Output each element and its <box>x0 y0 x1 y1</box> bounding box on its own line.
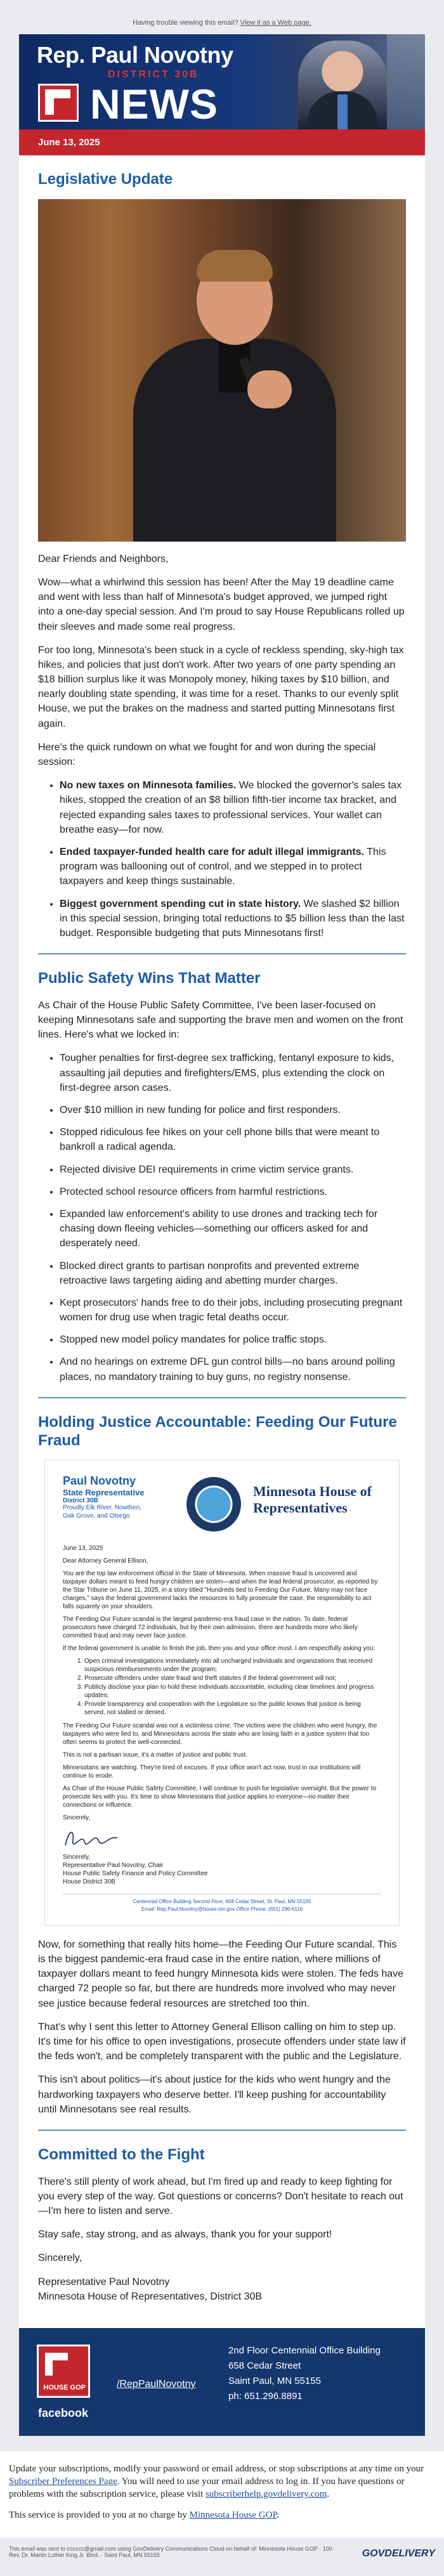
address-line: Saint Paul, MN 55155 <box>228 2375 321 2386</box>
list-item: • Ended taxpayer-funded health care for adult illegal immigrants. This program was ballooning out of control, and we stepped in to protect taxpayers and keep things sustainable. <box>60 845 406 889</box>
service-text: This service is provided to you at no charge by Minnesota House GOP. <box>9 2509 279 2520</box>
letter-district: District 30B <box>63 1497 98 1505</box>
office-address <box>228 2343 381 2404</box>
letter-role: State Representative <box>63 1488 145 1498</box>
capitol-dome-image <box>387 34 425 129</box>
letter-ask: 1. Open criminal investigations immediately into all uncharged individuals and organizations that received suspicious reimbursements under the program; <box>84 1657 381 1674</box>
speaking-photo <box>38 199 406 542</box>
banner-title: Rep. Paul Novotny <box>37 42 233 68</box>
letter-ask: 2. Prosecute offenders under state fraud and theft statutes if the federal government will not; <box>84 1674 381 1682</box>
list-item: • Blocked direct grants to partisan nonprofits and prevented extreme retroactive laws targeting aiding and abetting murder charges. <box>60 1259 406 1288</box>
letter-paragraph: Minnesotans are watching. They're tired of excuses. If your office won't act now, trust in our institutions will continue to erode. <box>63 1764 361 1780</box>
letter-sig-line: House Public Safety Finance and Policy Committee <box>63 1870 208 1878</box>
paragraph: For too long, Minnesota's been stuck in a cycle of reckless spending, sky-high tax hikes, and policies that just don't work. After two years of one party spending an $18 billion surplus like it was Monopoly money, hiking taxes by $10 billion, and nearly doubling state spending, it was time for a reset. Thanks to our evenly split House, we put the brakes on the madness and started putting Minnesotans first again. <box>38 644 404 729</box>
letter-ask: 3. Publicly disclose your plan to hold these individuals accountable, including clear timelines and progress updates; <box>84 1683 381 1700</box>
facebook-icon[interactable]: facebook <box>38 2406 89 2419</box>
attorney-general-letter <box>44 1460 400 1925</box>
legislative-heading: Legislative Update <box>38 171 173 188</box>
paragraph: Here's the quick rundown on what we fought for and won during the special session: <box>38 741 376 768</box>
letter-paragraph: You are the top law enforcement official in the State of Minnesota. When massive fraud is uncovered and taxpayer dollars meant to feed hungry children are stolen—and when the lead federal prosecutor, as reported by the Star Tribune on June 11, 2025, in a story titled "Hundreds tied to Feeding Our Future. Many may not face charges," says the federal government lacks the resources to fully prosecute the case, the responsibility to act falls squarely on your shoulders. <box>63 1570 378 1611</box>
list-item: • Tougher penalties for first-degree sex trafficking, fentanyl exposure to kids, assaulting jail deputies and firefighters/EMS, plus extending the clock on first-degree arson cases. <box>60 1051 406 1095</box>
divider <box>38 1397 406 1398</box>
session-wins-list <box>60 778 406 940</box>
paragraph: Wow—what a whirlwind this session has been! After the May 19 deadline came and went with less than half of Minnesota's budget approved, we jumped right into a one-day special session. And I'm proud to say House Republicans rolled up their sleeves and made some real progress. <box>38 576 405 632</box>
letter-paragraph: The Feeding Our Future scandal is the largest pandemic-era fraud case in the nation. To date, federal prosecutors have charged 72 individuals, but by their own admission, there are hundreds more who likely committed fraud and may never face justice. <box>63 1616 358 1640</box>
banner-district: DISTRICT 30B <box>108 69 199 80</box>
paragraph: This isn't about politics—it's about justice for the kids who went hungry and the hardworking taxpayers who deserve better. I'll keep pushing for accountability until Minnesotans see real results. <box>38 2074 391 2115</box>
public-safety-list <box>60 1051 406 1384</box>
letter-house: Minnesota House of Representatives <box>253 1483 372 1516</box>
justice-heading: Holding Justice Accountable: Feeding Our Future Fraud <box>38 1413 397 1449</box>
letter-letterhead <box>63 1474 381 1544</box>
letter-paragraph: This is not a partisan issue, it's a matter of justice and public trust. <box>63 1752 247 1759</box>
fight-heading: Committed to the Fight <box>38 2145 205 2163</box>
paragraph: There's still plenty of work ahead, but I'm fired up and ready to keep fighting for you every step of the way. Got questions or concerns? Don't hesitate to reach out—I'm here to listen and serve. <box>38 2176 403 2217</box>
banner-news: NEWS <box>90 81 218 127</box>
letter-asks <box>84 1657 381 1717</box>
letter-footer-address: Centennial Office Building Second Floor, 658 Cedar Street, St. Paul, MN 55155 <box>133 1899 311 1905</box>
address-line: 658 Cedar Street <box>228 2360 301 2371</box>
letter-footer <box>63 1894 381 1912</box>
letter-sig-line: House District 30B <box>63 1878 115 1886</box>
representative-portrait <box>298 41 387 129</box>
list-item: • Expanded law enforcement's ability to use drones and tracking tech for chasing down fleeing vehicles—something our officers asked for and desperately need. <box>60 1207 406 1251</box>
list-item: • Protected school resource officers from harmful restrictions. <box>60 1185 406 1199</box>
subscription-notice <box>0 2451 444 2538</box>
letter-paragraph: If the federal government is unable to finish the job, then you and your office must. I am respectfully asking you: <box>63 1645 375 1653</box>
signoff-title: Minnesota House of Representatives, District 30B <box>38 2291 263 2302</box>
govdelivery-logo[interactable]: GOVDELIVERY <box>362 2547 435 2559</box>
paragraph: Stay safe, stay strong, and as always, thank you for your support! <box>38 2229 332 2241</box>
letter-area: Proudly Elk River, Nowthen, Oak Grove, and Otsego <box>63 1504 141 1519</box>
subscription-text: Update your subscriptions, modify your password or email address, or stop subscriptions at any time on your Subscriber Preferences Page. You will need to use your email address to log in. If you have questions or problems with the subscription service, please visit subscriberhelp.govdelivery.com. <box>9 2463 424 2500</box>
handwritten-signature <box>63 1826 381 1851</box>
list-item: • Over $10 million in new funding for police and first responders. <box>60 1103 406 1117</box>
paragraph: Now, for something that really hits home—the Feeding Our Future scandal. This is the biggest pandemic-era fraud case in the entire nation, where millions of taxpayer dollars meant to feed hungry Minnesota kids were stolen. The feds have charged 72 people so far, but there are hundreds more involved who may never see justice because federal resources are stretched too thin. <box>38 1939 404 2009</box>
letter-ask: 4. Provide transparency and cooperation with the Legislature so the public knows that justice is being served, not stalled or denied. <box>84 1700 381 1717</box>
greeting: Dear Friends and Neighbors, <box>38 553 169 564</box>
letter-closing: Sincerely, <box>63 1814 91 1822</box>
newsletter <box>19 34 425 2436</box>
house-gop-logo-icon[interactable] <box>37 2345 90 2398</box>
preheader <box>0 0 444 27</box>
letter-sig-line: Representative Paul Novotny, Chair <box>63 1862 164 1870</box>
list-item: • Stopped new model policy mandates for police traffic stops. <box>60 1332 406 1347</box>
letter-name: Paul Novotny <box>63 1474 136 1488</box>
bottom-bar <box>0 2538 444 2576</box>
letter-date: June 13, 2025 <box>63 1545 103 1552</box>
paragraph: As Chair of the House Public Safety Committee, I've been laser-focused on keeping Minnesotans safe and supporting the brave men and women on the front lines. Here's what we locked in: <box>38 999 403 1041</box>
house-gop-link[interactable]: Minnesota House GOP <box>189 2509 277 2520</box>
paragraph: That's why I sent this letter to Attorney General Ellison calling on him to step up. It's time for his office to open investigations, prosecute offenders under state law if the feds won't, and be completely transparent with the public and the Legislature. <box>38 2021 406 2062</box>
paragraph: Sincerely, <box>38 2253 82 2264</box>
newsletter-banner <box>19 34 425 129</box>
subscriber-help-link[interactable]: subscriberhelp.govdelivery.com <box>205 2489 327 2500</box>
letter-footer-contact: Email: Rep.Paul.Novotny@house.mn.gov Office Phone: (651) 296-6116 <box>141 1906 303 1912</box>
sent-to-notice: This email was sent to cccccc@gmail.com using GovDelivery Communications Cloud on behalf of: Minnesota House GOP · 100 Rev. Dr. Martin Luther King Jr. Blvd. · Saint Paul, MN 55155 <box>9 2545 332 2558</box>
list-item: • And no hearings on extreme DFL gun control bills—no bans around polling places, no mandatory training to buy guns, no registry nonsense. <box>60 1355 406 1384</box>
subscriber-preferences-link[interactable]: Subscriber Preferences Page <box>9 2476 117 2487</box>
list-item: • Stopped ridiculous fee hikes on your cell phone bills that were meant to bankroll a radical agenda. <box>60 1125 406 1154</box>
footer-band <box>19 2328 425 2436</box>
web-version-link[interactable]: View it as a Web page. <box>240 19 311 27</box>
address-line: 2nd Floor Centennial Office Building <box>228 2345 381 2356</box>
letter-paragraph: As Chair of the House Public Safety Committee, I will continue to push for legislative oversight. But the power to prosecute lies with you. It's time to show Minnesotans that justice applies to everyone—no matter their connections or influence. <box>63 1785 377 1809</box>
list-item: • No new taxes on Minnesota families. We blocked the governor's sales tax hikes, stopped the creation of an $8 billion fifth-tier income tax bracket, and rejected expanding sales taxes to professional services. Your wallet can breathe easy—for now. <box>60 778 406 837</box>
public-safety-heading: Public Safety Wins That Matter <box>38 970 261 987</box>
list-item: • Biggest government spending cut in state history. We slashed $2 billion in this special session, bringing total reductions to $5 billion less than the last budget. Responsible budgeting that puts Minnesotans first! <box>60 897 406 941</box>
facebook-handle-link[interactable]: /RepPaulNovotny <box>117 2378 196 2390</box>
list-item: • Rejected divisive DEI requirements in crime victim service grants. <box>60 1162 406 1177</box>
preheader-text: Having trouble viewing this email? <box>133 19 238 27</box>
letter-sig-line: Sincerely, <box>63 1854 91 1861</box>
newsletter-content <box>19 155 425 2328</box>
letter-salutation: Dear Attorney General Ellison, <box>63 1558 148 1565</box>
phone-line: ph: 651.296.8891 <box>228 2390 303 2402</box>
list-item: • Kept prosecutors' hands free to do their jobs, including prosecuting pregnant women for drug use when tragic fetal deaths occur. <box>60 1296 406 1325</box>
state-seal-icon <box>186 1477 241 1532</box>
divider <box>38 953 406 954</box>
gop-logo-text: HOUSE GOP <box>43 2384 86 2392</box>
signoff-name: Representative Paul Novotny <box>38 2276 170 2287</box>
issue-date: June 13, 2025 <box>19 129 425 155</box>
divider <box>38 2130 406 2131</box>
letter-paragraph: The Feeding Our Future scandal was not a victimless crime. The victims were the children who went hungry, the taxpayers who were lied to, and Minnesotans across the state who are losing faith in a justice system that too often seems to protect the well-connected. <box>63 1722 377 1747</box>
house-gop-logo-icon <box>38 84 79 122</box>
